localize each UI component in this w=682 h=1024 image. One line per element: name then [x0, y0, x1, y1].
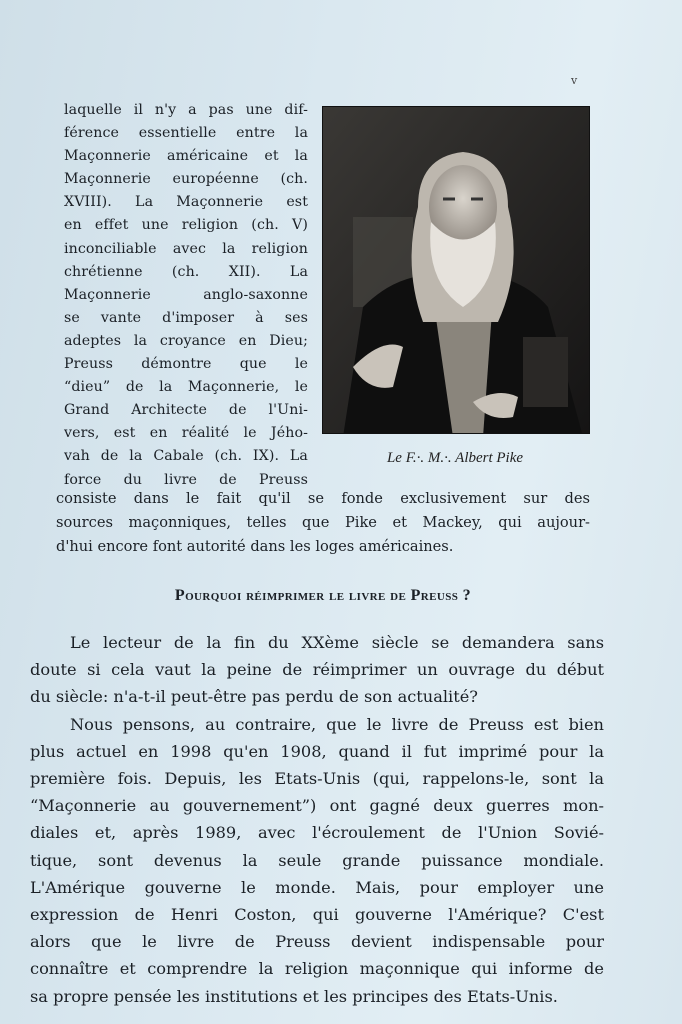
text-line: adeptes la croyance en Dieu;: [64, 332, 308, 349]
text-line: d'hui encore font autorité dans les loges américaines.: [56, 538, 454, 555]
text-line: Nous pensons, au contraire, que le livre de Preuss est bien: [70, 714, 604, 734]
text-line: inconciliable avec la religion: [64, 240, 308, 257]
text-line: “Maçonnerie au gouvernement”) ont gagné deux guerres mon-: [30, 796, 604, 816]
wrapped-paragraph: [64, 99, 308, 492]
portrait-photo: [322, 106, 590, 434]
text-line: Maçonnerie européenne (ch.: [64, 171, 308, 188]
text-line: doute si cela vaut la peine de réimprimer un ouvrage du début: [30, 660, 604, 680]
text-line: vah de la Cabale (ch. IX). La: [64, 448, 308, 465]
text-line: Le lecteur de la fin du XXème siècle se demandera sans: [70, 633, 604, 652]
photo-caption: Le F.·. M.·. Albert Pike: [386, 450, 524, 466]
text-line: du siècle: n'a-t-il peut-être pas perdu de son actualité?: [30, 687, 478, 707]
text-line: force du livre de Preuss: [64, 471, 308, 488]
text-line: vers, est en réalité le Jého-: [64, 425, 308, 442]
text-line: plus actuel en 1998 qu'en 1908, quand il fut imprimé pour la: [30, 741, 604, 761]
text-line: laquelle il n'y a pas une dif-: [64, 102, 308, 118]
text-line: Maçonnerie anglo-saxonne: [64, 286, 308, 303]
text-line: Grand Architecte de l'Uni-: [64, 402, 308, 419]
text-line: connaître et comprendre la religion maçonnique qui informe de: [30, 959, 604, 979]
text-line: férence essentielle entre la: [64, 125, 308, 142]
section-heading: Pourquoi réimprimer le livre de Preuss ?: [174, 587, 472, 604]
text-line: sa propre pensée les institutions et les principes des Etats-Unis.: [30, 986, 558, 1006]
text-line: en effet une religion (ch. V): [64, 217, 308, 234]
text-line: tique, sont devenus la seule grande puissance mondiale.: [30, 850, 604, 870]
page-mark: v: [571, 74, 578, 87]
text-line: XVIII). La Maçonnerie est: [64, 194, 308, 211]
text-line: “dieu” de la Maçonnerie, le: [64, 379, 308, 396]
text-line: Preuss démontre que le: [64, 356, 308, 373]
text-line: sources maçonniques, telles que Pike et Mackey, qui aujour-: [56, 514, 590, 531]
text-line: expression de Henri Coston, qui gouverne l'Amérique? C'est: [30, 905, 604, 925]
paragraph-continuation: [56, 487, 590, 559]
text-line: alors que le livre de Preuss devient indispensable pour: [30, 932, 604, 952]
portrait-illustration: [323, 107, 589, 433]
text-line: consiste dans le fait qu'il se fonde exclusivement sur des: [56, 490, 590, 507]
text-line: chrétienne (ch. XII). La: [64, 263, 308, 280]
body-text: [30, 629, 604, 1010]
text-line: première fois. Depuis, les Etats-Unis (qui, rappelons-le, sont la: [30, 769, 604, 789]
text-line: se vante d'imposer à ses: [64, 309, 308, 326]
text-line: diales et, après 1989, avec l'écroulement de l'Union Sovié-: [30, 823, 604, 843]
text-line: Maçonnerie américaine et la: [64, 148, 308, 165]
text-line: L'Amérique gouverne le monde. Mais, pour employer une: [30, 877, 604, 897]
